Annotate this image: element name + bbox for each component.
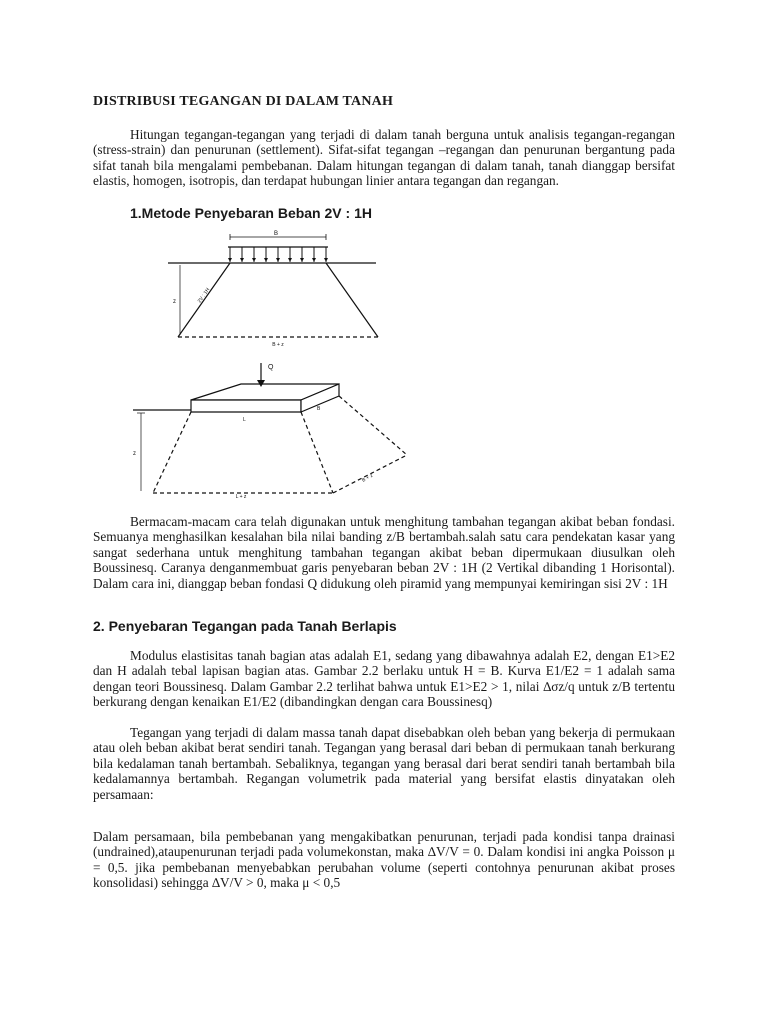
fig1-label-bottom: B + z: [272, 342, 284, 348]
paragraph-layered-soil: Modulus elastisitas tanah bagian atas adalah E1, sedang yang dibawahnya adalah E2, dengan E1>E2 dan H adalah tebal lapisan bagian atas. Gambar 2.2 berlaku untuk H = B. Kurva E1/E2 = 1 adalah sama dengan teori Boussinesq. Dalam Gambar 2.2 terlihat bahwa untuk E1>E2 > 1, nilai ∆σz/q untuk z/B tertentu berkurang dengan kenaikan E1/E2 (dibandingkan dengan cara Boussinesq): [93, 648, 675, 710]
document-title: DISTRIBUSI TEGANGAN DI DALAM TANAH: [93, 94, 394, 109]
paragraph-2v1h-method: Bermacam-macam cara telah digunakan untuk menghitung tambahan tegangan akibat beban fondasi. Semuanya menghasilkan kesalahan bila nilai banding z/B bertambah.salah satu cara pendekatan kasar yang sangat sederhana untuk menghitung tambahan tegangan akibat beban dipermukaan diusulkan oleh Boussinesq. Caranya denganmembuat garis penyebaran beban 2V : 1H (2 Vertikal dibanding 1 Horisontal). Dalam cara ini, dianggap beban fondasi Q didukung oleh piramid yang mempunyai kemiringan sisi 2V : 1H: [93, 514, 675, 591]
fig2-label-q: Q: [268, 364, 274, 371]
paragraph-stress-sources: Tegangan yang terjadi di dalam massa tanah dapat disebabkan oleh beban yang bekerja di permukaan atau oleh beban akibat berat sendiri tanah. Tegangan yang berasal dari beban di permukaan tanah berkurang bila kedalaman tanah bertambah. Sebaliknya, tegangan yang berasal dari berat sendiri tanah bertambah bila kedalamannya bertambah. Regangan volumetrik pada material yang bersifat elastis dinyatakan oleh persamaan:: [93, 725, 675, 802]
fig2-label-lz: L + z: [235, 494, 247, 500]
paragraph-poisson-ratio: Dalam persamaan, bila pembebanan yang mengakibatkan penurunan, terjadi pada kondisi tanpa drainasi (undrained),ataupenurunan terjadi pada volumekonstan, maka ∆V/V = 0. Dalam kondisi ini angka Poisson μ = 0,5. jika pembebanan menyebabkan perubahan volume (seperti contohnya penurunan akibat proses konsolidasi) sehingga ∆V/V > 0, maka μ < 0,5: [93, 829, 675, 891]
fig1-label-z: z: [173, 299, 176, 305]
fig2-label-z: z: [133, 451, 136, 457]
fig1-label-b: B: [273, 231, 279, 237]
intro-paragraph: Hitungan tegangan-tegangan yang terjadi di dalam tanah berguna untuk analisis tegangan-regangan (stress-strain) dan penurunan (settlement). Sifat-sifat tegangan –regangan dan penurunan bergantung pada sifat tanah bila mengalami pembebanan. Dalam hitungan tegangan di dalam tanah, tanah dianggap bersifat elastis, homogen, isotropis, dan terdapat hubungan linier antara tegangan dan regangan.: [93, 127, 675, 189]
fig1-label-slope: 2V : 1H: [196, 287, 212, 305]
section-1-heading: 1.Metode Penyebaran Beban 2V : 1H: [130, 205, 372, 221]
section-2-heading: 2. Penyebaran Tegangan pada Tanah Berlapis: [93, 618, 397, 634]
figure-strip-load-2v1h: [160, 225, 400, 355]
fig2-label-b: B: [317, 406, 321, 412]
figure-rectangular-footing-pyramid: [125, 355, 425, 500]
fig2-label-l: L: [243, 417, 246, 423]
fig2-label-bz: B + z: [361, 472, 374, 484]
